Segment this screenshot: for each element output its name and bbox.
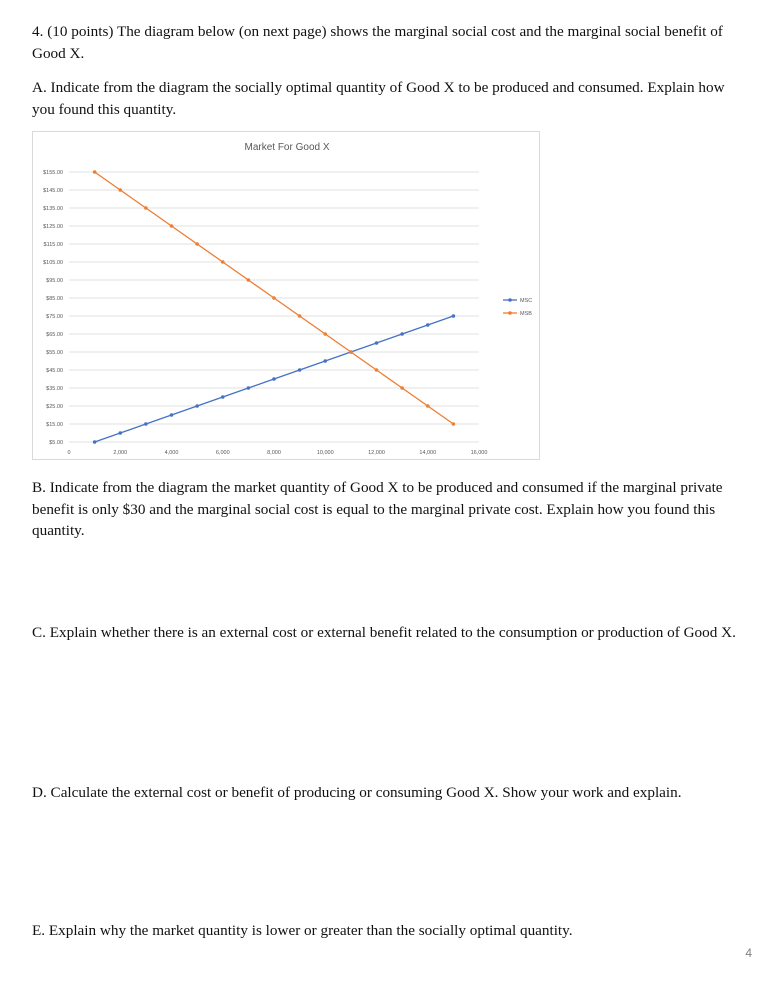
data-point-msc	[170, 413, 174, 417]
page-number: 4	[745, 946, 752, 960]
data-point-msc	[400, 332, 404, 336]
y-tick-label: $55.00	[46, 350, 63, 356]
question-part-a: A. Indicate from the diagram the socially optimal quantity of Good X to be produced and consumed. Explain how you found this quantity.	[32, 79, 725, 118]
data-point-msc	[452, 314, 456, 318]
market-chart	[33, 132, 541, 461]
y-tick-label: $25.00	[46, 404, 63, 410]
chart-legend	[503, 298, 532, 317]
y-tick-label: $125.00	[43, 224, 63, 230]
data-point-msb	[452, 422, 456, 426]
y-tick-label: $155.00	[43, 170, 63, 176]
x-tick-label: 2,000	[113, 450, 128, 456]
data-point-msb	[221, 260, 225, 264]
data-series	[93, 170, 455, 444]
data-point-msc	[195, 404, 199, 408]
data-point-msb	[195, 242, 199, 246]
chart-container	[32, 131, 540, 460]
y-tick-label: $105.00	[43, 260, 63, 266]
x-axis-ticks	[67, 450, 487, 456]
data-point-msb	[298, 314, 302, 318]
data-point-msc	[93, 440, 97, 444]
y-tick-label: $15.00	[46, 422, 63, 428]
data-point-msb	[400, 386, 404, 390]
data-point-msb	[349, 350, 353, 354]
x-tick-label: 10,000	[316, 450, 334, 456]
data-point-msc	[298, 368, 302, 372]
data-point-msc	[323, 359, 327, 363]
x-tick-label: 8,000	[267, 450, 281, 456]
data-point-msc	[144, 422, 148, 426]
data-point-msc	[118, 431, 122, 435]
chart-title: Market For Good X	[244, 142, 330, 153]
question-part-b: B. Indicate from the diagram the market quantity of Good X to be produced and consumed if the marginal private benefit is only $30 and the marginal social cost is equal to the marginal private cost. Explain how you found this quantity.	[32, 479, 723, 539]
legend-label-msb: MSB	[520, 311, 532, 317]
y-tick-label: $35.00	[46, 386, 63, 392]
gridlines	[69, 172, 479, 442]
x-tick-label: 16,000	[470, 450, 488, 456]
x-tick-label: 4,000	[164, 450, 179, 456]
data-point-msc	[272, 377, 276, 381]
data-point-msb	[118, 188, 122, 192]
y-axis-ticks	[43, 170, 63, 446]
x-tick-label: 0	[67, 450, 71, 456]
data-point-msb	[144, 206, 148, 210]
data-point-msb	[93, 170, 97, 174]
data-point-msb	[272, 296, 276, 300]
data-point-msc	[426, 323, 430, 327]
y-tick-label: $75.00	[46, 314, 63, 320]
question-part-d: D. Calculate the external cost or benefit of producing or consuming Good X. Show your work and explain.	[32, 784, 682, 801]
x-tick-label: 12,000	[368, 450, 385, 456]
x-tick-label: 14,000	[419, 450, 437, 456]
y-tick-label: $45.00	[46, 368, 63, 374]
y-tick-label: $5.00	[49, 440, 63, 446]
y-tick-label: $65.00	[46, 332, 63, 338]
y-tick-label: $135.00	[43, 206, 63, 212]
y-tick-label: $115.00	[43, 242, 63, 248]
data-point-msb	[323, 332, 327, 336]
data-point-msb	[375, 368, 379, 372]
legend-marker-msb	[508, 311, 512, 315]
data-point-msc	[221, 395, 225, 399]
y-tick-label: $85.00	[46, 296, 63, 302]
question-part-c: C. Explain whether there is an external cost or external benefit related to the consumption or production of Good X.	[32, 624, 736, 641]
data-point-msb	[247, 278, 251, 282]
data-point-msb	[170, 224, 174, 228]
y-tick-label: $95.00	[46, 278, 63, 284]
data-point-msb	[426, 404, 430, 408]
x-tick-label: 6,000	[215, 450, 230, 456]
y-tick-label: $145.00	[43, 188, 63, 194]
legend-label-msc: MSC	[520, 298, 533, 304]
data-point-msc	[247, 386, 251, 390]
question-intro: 4. (10 points) The diagram below (on next page) shows the marginal social cost and the marginal social benefit of Good X.	[32, 23, 723, 62]
question-part-e: E. Explain why the market quantity is lower or greater than the socially optimal quantity.	[32, 922, 573, 939]
data-point-msc	[375, 341, 379, 345]
legend-marker-msc	[508, 298, 512, 302]
